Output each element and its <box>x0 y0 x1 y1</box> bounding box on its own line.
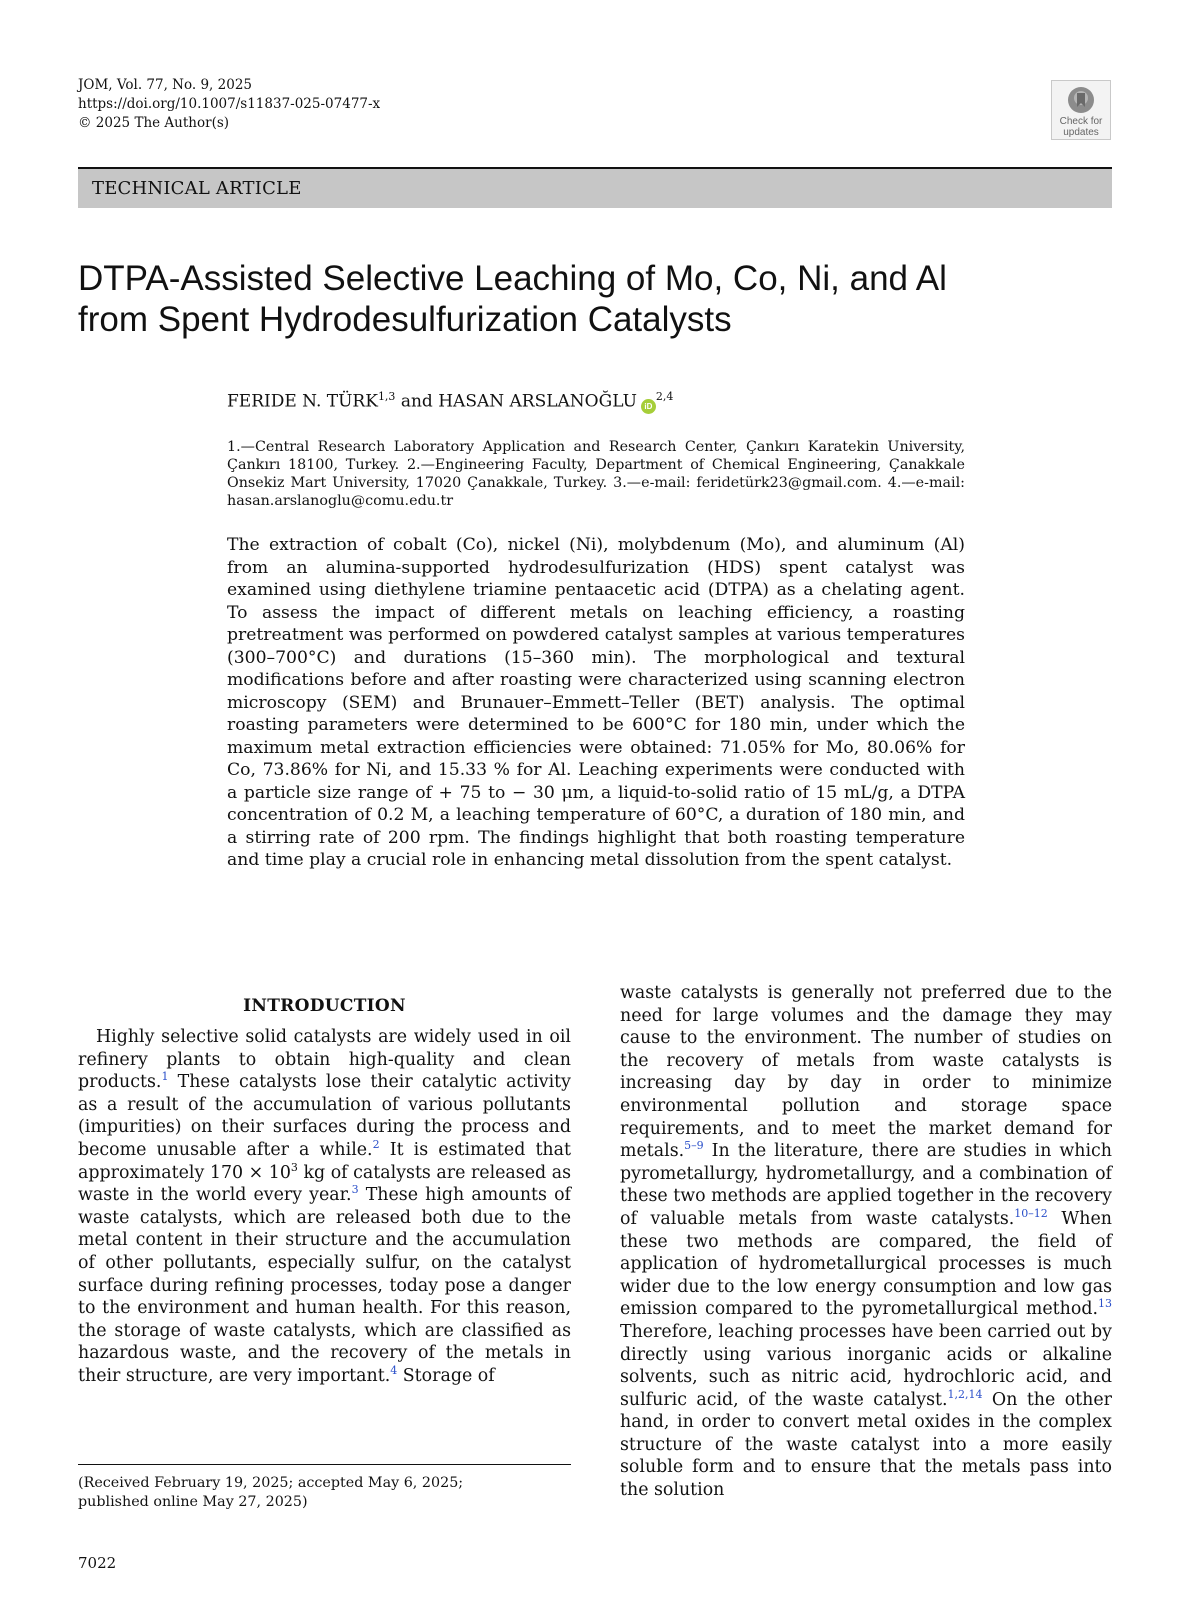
text-run: These high amounts of waste catalysts, which are released both due to the metal content in their structure and the accumulation of other pollutants, especially sulfur, on the catalyst surface during refining processes, today pose a danger to the environment and human health. For this reason, the storage of waste catalysts, which are classified as hazardous waste, and the recovery of the metals in their structure, are very important. <box>78 1185 571 1386</box>
introduction-paragraph-left <box>78 1026 571 1388</box>
citation-link[interactable]: 13 <box>1098 1297 1112 1311</box>
orcid-icon[interactable]: iD <box>641 399 656 414</box>
article-title <box>78 258 1118 340</box>
text-run: waste catalysts is generally not preferred due to the need for large volumes and the damage they may cause to the environment. The number of studies on the recovery of metals from waste catalysts is increasing day by day in order to minimize environmental pollution and storage space requirements, and to meet the market demand for metals. <box>620 983 1112 1162</box>
section-label: TECHNICAL ARTICLE <box>78 169 1112 208</box>
left-column <box>78 990 571 1388</box>
abstract: The extraction of cobalt (Co), nickel (Ni), molybdenum (Mo), and aluminum (Al) from an alumina-supported hydrodesulfurization (HDS) spent catalyst was examined using diethylene triamine pentaacetic acid (DTPA) as a chelating agent. To assess the impact of different metals on leaching efficiency, a roasting pretreatment was performed on powdered catalyst samples at various temperatures (300–700°C) and durations (15–360 min). The morphological and textural modifications before and after roasting were characterized using scanning electron microscopy (SEM) and Brunauer–Emmett–Teller (BET) analysis. The optimal roasting parameters were determined to be 600°C for 180 min, under which the maximum metal extraction efficiencies were obtained: 71.05% for Mo, 80.06% for Co, 73.86% for Ni, and 15.33 % for Al. Leaching experiments were conducted with a particle size range of + 75 to − 30 μm, a liquid-to-solid ratio of 15 mL/g, a DTPA concentration of 0.2 M, a leaching temperature of 60°C, a duration of 180 min, and a stirring rate of 200 rpm. The findings highlight that both roasting temperature and time play a crucial role in enhancing metal dissolution from the spent catalyst. <box>227 535 965 870</box>
copyright-notice: © 2025 The Author(s) <box>78 115 230 131</box>
crossmark-icon <box>1066 85 1096 115</box>
citation-link[interactable]: 5–9 <box>684 1139 704 1153</box>
citation-link[interactable]: 10–12 <box>1014 1207 1048 1221</box>
journal-citation: JOM, Vol. 77, No. 9, 2025 <box>78 77 252 93</box>
title-line-2: from Spent Hydrodesulfurization Catalysts <box>78 300 732 339</box>
citation-link[interactable]: 1,2,14 <box>947 1387 983 1401</box>
right-column <box>620 982 1112 1502</box>
citation-link[interactable]: 2 <box>372 1138 380 1152</box>
footnote-line-1: (Received February 19, 2025; accepted May 6, 2025; <box>78 1475 464 1491</box>
page-number: 7022 <box>78 1554 117 1572</box>
citation-link[interactable]: 4 <box>390 1364 398 1378</box>
citation-link[interactable]: 3 <box>351 1183 359 1197</box>
journal-info <box>78 76 380 133</box>
citation-link[interactable]: 1 <box>161 1070 169 1084</box>
text-run: Therefore, leaching processes have been carried out by directly using various inorganic acids or alkaline solvents, such as nitric acid, hydrochloric acid, and sulfuric acid, of the waste catalyst. <box>620 1321 1112 1410</box>
author-2-affiliation: 2,4 <box>655 390 674 403</box>
affiliations: 1.—Central Research Laboratory Application and Research Center, Çankırı Karatekin University, Çankırı 18100, Turkey. 2.—Engineering Faculty, Department of Chemical Engineering, Çanakkale Onsekiz Mart University, 17020 Çanakkale, Turkey. 3.—e-mail: feridetürk23@gmail.com. 4.—e-mail: hasan.arslanoglu@comu.edu.tr <box>227 439 965 509</box>
footnote-rule <box>78 1464 571 1465</box>
doi-link[interactable]: https://doi.org/10.1007/s11837-025-07477-x <box>78 96 381 112</box>
text-run: Highly selective solid catalysts are widely used in oil refinery plants to obtain high-quality and clean products. <box>78 1027 571 1093</box>
author-list <box>227 390 673 414</box>
text-run: kg of catalysts are released as waste in the world every year. <box>78 1162 571 1206</box>
check-updates-line1: Check for <box>1059 116 1103 127</box>
check-for-updates-badge[interactable] <box>1051 80 1111 140</box>
introduction-heading: INTRODUCTION <box>243 996 406 1016</box>
author-1-name: FERIDE N. TÜRK <box>227 391 378 412</box>
exponent: 3 <box>290 1160 298 1174</box>
check-updates-line2: updates <box>1063 127 1099 138</box>
author-conjunction: and <box>395 391 439 412</box>
text-run: In the literature, there are studies in which pyrometallurgy, hydrometallurgy, and a combination of these two methods are applied together in the recovery of valuable metals from waste catalysts. <box>620 1141 1112 1229</box>
author-2-name: HASAN ARSLANOĞLU <box>438 391 637 412</box>
text-run: When these two methods are compared, the field of application of hydrometallurgical processes is much wider due to the low energy consumption and low gas emission compared to the pyrometallurgical method. <box>620 1208 1112 1320</box>
author-1-affiliation: 1,3 <box>377 390 396 403</box>
text-run: It is estimated that approximately 170 × 10 <box>78 1139 571 1183</box>
introduction-paragraph-right <box>620 982 1112 1502</box>
text-run: On the other hand, in order to convert metal oxides in the complex structure of the waste catalyst into a more easily soluble form and to ensure that the metals pass into the solution <box>620 1389 1112 1501</box>
title-line-1: DTPA-Assisted Selective Leaching of Mo, Co, Ni, and Al <box>78 259 947 298</box>
footnote-line-2: published online May 27, 2025) <box>78 1494 308 1510</box>
received-dates-footnote <box>78 1474 571 1512</box>
text-run: Storage of <box>397 1365 495 1386</box>
text-run: These catalysts lose their catalytic activity as a result of the accumulation of various pollutants (impurities) on their surfaces during the process and become unusable after a while. <box>78 1072 571 1160</box>
